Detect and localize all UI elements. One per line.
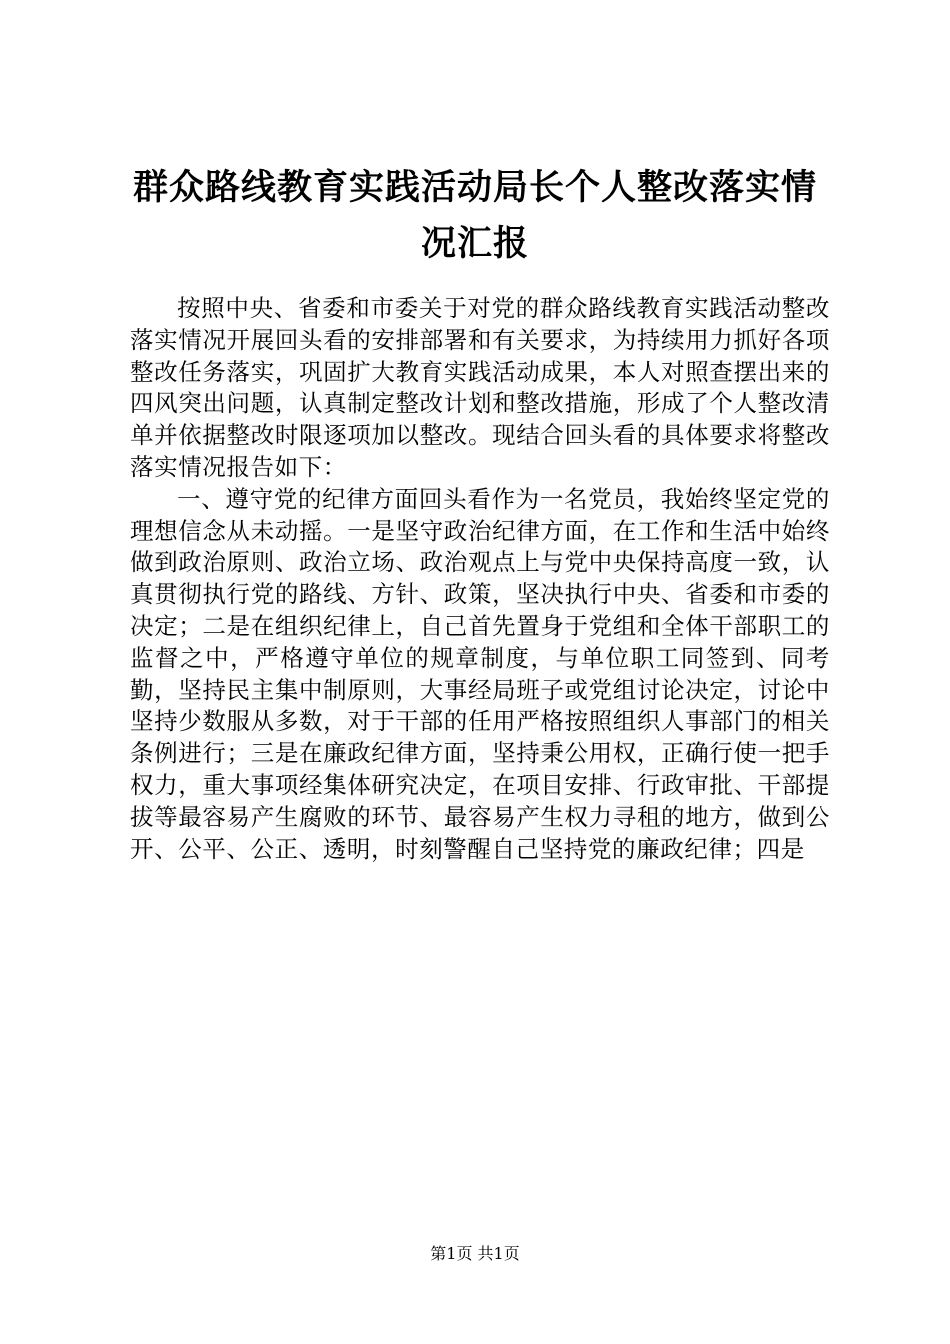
document-title: 群众路线教育实践活动局长个人整改落实情况汇报 [132,168,817,264]
paragraph-section-one: 一、遵守党的纪律方面回头看作为一名党员，我始终坚定党的理想信念从未动摇。一是坚守政治纪律方面，在工作和生活中始终做到政治原则、政治立场、政治观点上与党中央保持高度一致，认真贯彻执行党的路线、方针、政策，坚决执行中央、省委和市委的决定；二是在组织纪律上，自己首先置身于党组和全体干部职工的监督之中，严格遵守单位的规章制度，与单位职工同签到、同考勤，坚持民主集中制原则，大事经局班子或党组讨论决定，讨论中坚持少数服从多数，对于干部的任用严格按照组织人事部门的相关条例进行；三是在廉政纪律方面，坚持秉公用权，正确行使一把手权力，重大事项经集体研究决定，在项目安排、行政审批、干部提拔等最容易产生腐败的环节、最容易产生权力寻租的地方，做到公开、公平、公正、透明，时刻警醒自己坚持党的廉政纪律；四是 [130,484,830,863]
page-footer: 第1页 共1页 [430,1244,520,1263]
document-body [130,293,830,865]
paragraph-intro: 按照中央、省委和市委关于对党的群众路线教育实践活动整改落实情况开展回头看的安排部署和有关要求，为持续用力抓好各项整改任务落实，巩固扩大教育实践活动成果，本人对照查摆出来的四风突出问题，认真制定整改计划和整改措施，形成了个人整改清单并依据整改时限逐项加以整改。现结合回头看的具体要求将整改落实情况报告如下： [130,294,830,481]
